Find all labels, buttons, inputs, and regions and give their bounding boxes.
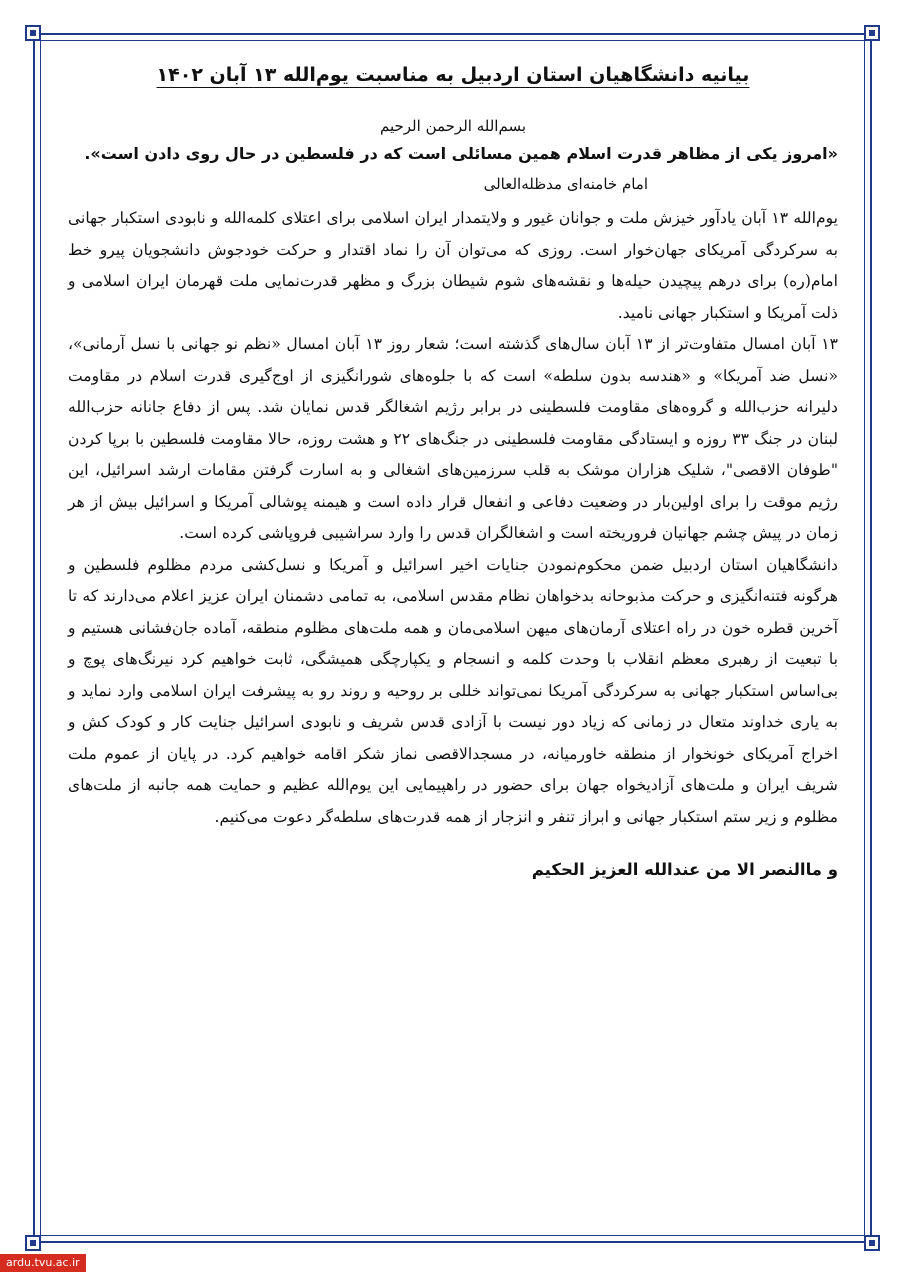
document-title: بیانیه دانشگاهیان استان اردبیل به مناسبت یوم‌الله ۱۳ آبان ۱۴۰۲	[156, 64, 750, 86]
leader-quote: «امروز یکی از مظاهر قدرت اسلام همین مسائلی است که در فلسطین در حال روی دادن است».	[84, 144, 838, 163]
paragraph-2: ۱۳ آبان امسال متفاوت‌تر از ۱۳ آبان سال‌های گذشته است؛ شعار روز ۱۳ آبان امسال «نظم نو جهانی با نسل آرمانی»، «نسل ضد آمریکا» و «هندسه بدون سلطه» است که با جلوه‌های شورانگیزی از اوج‌گیری قدرت اسلام در مقاومت دلیرانه حزب‌الله و گروه‌های مقاومت فلسطینی در برابر رژیم اشغالگر قدس نمایان شد. پس از دفاع جانانه حزب‌الله لبنان در جنگ ۳۳ روزه و ایستادگی مقاومت فلسطینی در جنگ‌های ۲۲ و هشت روزه، حالا مقاومت فلسطین با برپا کردن "طوفان الاقصی"، شلیک هزاران موشک به قلب سرزمین‌های اشغالی و به اسارت گرفتن مقامات ارشد اسرائیل، این رژیم موقت را برای اولین‌بار در وضعیت دفاعی و انفعال قرار داده است و هیمنه پوشالی آمریکا و اسرائیل بیش از هر زمان در پیش چشم جهانیان فروریخته است و اشغالگران قدس را وارد سراشیبی فروپاشی کرده است.	[68, 335, 839, 542]
corner-ornament-top-left	[25, 25, 41, 41]
corner-ornament-top-right	[864, 25, 880, 41]
closing-verse: و ماالنصر الا من عندالله العزیز الحکیم	[531, 860, 838, 879]
paragraph-3: دانشگاهیان استان اردبیل ضمن محکوم‌نمودن جنایات اخیر اسرائیل و آمریکا و نسل‌کشی مردم مظلوم فلسطین و هرگونه فتنه‌انگیزی و حرکت مذبوحانه بدخواهان نظام مقدس اسلامی، به تمامی دشمنان ایران عزیز اعلام می‌دارند که تا آخرین قطره خون در راه اعتلای آرمان‌های میهن اسلامی‌مان و همه ملت‌های مظلوم منطقه، آماده جان‌فشانی هستیم و با تبعیت از رهبری معظم انقلاب با وحدت کلمه و انسجام و یکپارچگی همیشگی، ثابت خواهیم کرد نیرنگ‌های پوچ و بی‌اساس استکبار جهانی به سرکردگی آمریکا نمی‌تواند خللی بر روحیه و روند رو به پیشرفت ایران اسلامی وارد نماید و به یاری خداوند متعال در زمانی که زیاد دور نیست با آزادی قدس شریف و نابودی اسرائیل جنایت کار و کودک کش و اخراج آمریکای خونخوار از منطقه خاورمیانه، در مسجدالاقصی نماز شکر اقامه خواهیم کرد. در پایان از عموم ملت شریف ایران و ملت‌های آزادیخواه جهان برای حضور در راهپیمایی این یوم‌الله عظیم و حمایت همه جانبه از ملت‌های مظلوم و زیر ستم استکبار جهانی و ابراز تنفر و انزجار از همه قدرت‌های سلطه‌گر دعوت می‌کنیم.	[68, 555, 838, 826]
paragraph-1: یوم‌الله ۱۳ آبان یادآور خیزش ملت و جوانان غیور و ولایتمدار ایران اسلامی برای اعتلای کلمه‌الله و نابودی استکبار جهانی به سرکردگی آمریکای جهان‌خوار است. روزی که می‌توان آن را نماد اقتدار و حرکت خودجوش دانشجویان پیرو خط امام(ره) برای درهم پیچیدن حیله‌ها و نقشه‌های شوم شیطان بزرگ و مظهر قدرت‌نمایی ملت قهرمان ایران اسلامی و ذلت آمریکا و استکبار جهانی نامید.	[68, 209, 838, 322]
corner-ornament-bottom-left	[25, 1235, 41, 1251]
basmala: بسم‌الله الرحمن الرحیم	[380, 117, 526, 135]
corner-ornament-bottom-right	[864, 1235, 880, 1251]
website-link[interactable]: ardu.tvu.ac.ir	[0, 1254, 86, 1272]
quote-attribution: امام خامنه‌ای مدظله‌العالی	[483, 175, 648, 193]
statement-document	[68, 55, 838, 1205]
